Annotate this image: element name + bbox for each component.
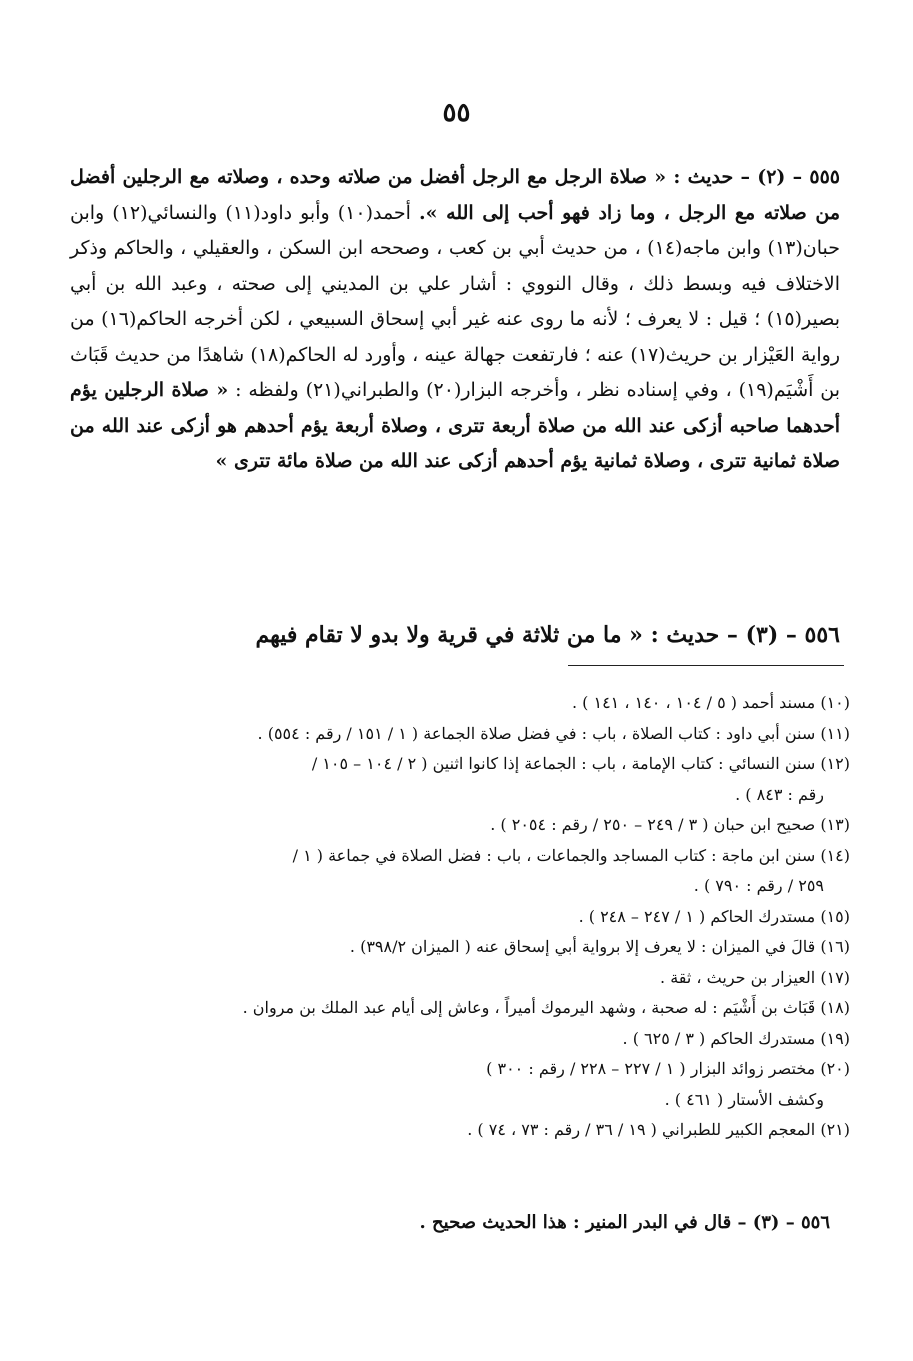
footnote-divider <box>568 665 844 666</box>
footnote-11: (١١) سنن أبي داود : كتاب الصلاة ، باب : في فضل صلاة الجماعة ( ١ / ١٥١ / رقم : ٥٥٤) . <box>257 723 850 743</box>
closing-note: ٥٥٦ – (٣) – قال في البدر المنير : هذا الحديث صحيح . <box>419 1212 830 1233</box>
footnote-12-continuation: رقم : ٨٤٣ ) . <box>735 784 824 804</box>
footnote-19: (١٩) مستدرك الحاكم ( ٣ / ٦٢٥ ) . <box>622 1028 850 1048</box>
hadith-555-heading: ٥٥٥ – (٢) – حديث : « صلاة الرجل مع الرجل أفضل من صلاته وحده ، وصلاته مع الرجلين أفضل من صلاته مع الرجل ، وما زاد فهو أحب إلى الله ». <box>70 166 840 224</box>
footnote-12: (١٢) سنن النسائي : كتاب الإمامة ، باب : الجماعة إذا كانوا اثنين ( ٢ / ١٠٤ – ١٠٥ / <box>311 754 850 773</box>
footnote-14-continuation: ٢٥٩ / رقم : ٧٩٠ ) . <box>693 876 824 895</box>
hadith-555-takhrij: أحمد(١٠) وأبو داود(١١) والنسائي(١٢) وابن حبان(١٣) وابن ماجه(١٤) ، من حديث أبي بن كعب ، وصححه ابن السكن ، والعقيلي ، والحاكم وذكر الاختلاف فيه وبسط ذلك ، وقال النووي : أشار علي بن المديني إلى صحته ، وعبد الله بن أبي بصير(١٥) ؛ قيل : لا يعرف ؛ لأنه ما روى عنه غير أبي إسحاق السبيعي ، لكن أخرجه الحاكم(١٦) من رواية العَيْزار بن حريث(١٧) عنه ؛ فارتفعت جهالة عينه ، وأورد له الحاكم(١٨) شاهدًا من حديث قَبَاث بن أَشْيَم(١٩) ، وفي إسناده نظر ، وأخرجه البزار(٢٠) والطبراني(٢١) ولفظه : <box>70 201 841 401</box>
footnote-14: (١٤) سنن ابن ماجة : كتاب المساجد والجماعات ، باب : فضل الصلاة في جماعة ( ١ / <box>292 845 850 865</box>
footnote-18: (١٨) قَبَاث بن أَشْيَم : له صحبة ، وشهد اليرموك أميراً ، وعاش إلى أيام عبد الملك بن مروان . <box>242 998 850 1017</box>
footnote-13: (١٣) صحيح ابن حبان ( ٣ / ٢٤٩ – ٢٥٠ / رقم : ٢٠٥٤ ) . <box>490 815 850 834</box>
footnote-17: (١٧) العيزار بن حريث ، ثقة . <box>660 967 850 987</box>
page-number: ٥٥ <box>442 98 471 128</box>
footnote-21: (٢١) المعجم الكبير للطبراني ( ١٩ / ٣٦ / رقم : ٧٣ ، ٧٤ ) . <box>467 1120 850 1139</box>
footnote-10: (١٠) مسند أحمد ( ٥ / ١٠٤ ، ١٤٠ ، ١٤١ ) . <box>571 693 850 712</box>
footnote-20: (٢٠) مختصر زوائد البزار ( ١ / ٢٢٧ – ٢٢٨ / رقم : ٣٠٠ ) <box>486 1059 850 1078</box>
hadith-555-block <box>70 160 840 480</box>
hadith-556-heading: ٥٥٦ – (٣) – حديث : « ما من ثلاثة في قرية ولا بدو لا تقام فيهم <box>255 622 840 648</box>
hadith-555-quote: « صلاة الرجلين يؤم أحدهما صاحبه أزكى عند الله من صلاة أربعة تترى ، وصلاة أربعة يؤم أحدهم هو أزكى عند الله من صلاة ثمانية تترى ، وصلاة ثمانية يؤم أحدهم أزكى عند الله من صلاة مائة تترى » <box>70 379 840 472</box>
footnote-20-continuation: وكشف الأستار ( ٤٦١ ) . <box>664 1089 824 1109</box>
footnote-15: (١٥) مستدرك الحاكم ( ١ / ٢٤٧ – ٢٤٨ ) . <box>578 906 850 926</box>
footnotes-list <box>60 688 850 1146</box>
footnote-16: (١٦) قالَ في الميزان : لا يعرف إلا برواية أبي إسحاق عنه ( الميزان ٣٩٨/٢) . <box>349 937 850 956</box>
